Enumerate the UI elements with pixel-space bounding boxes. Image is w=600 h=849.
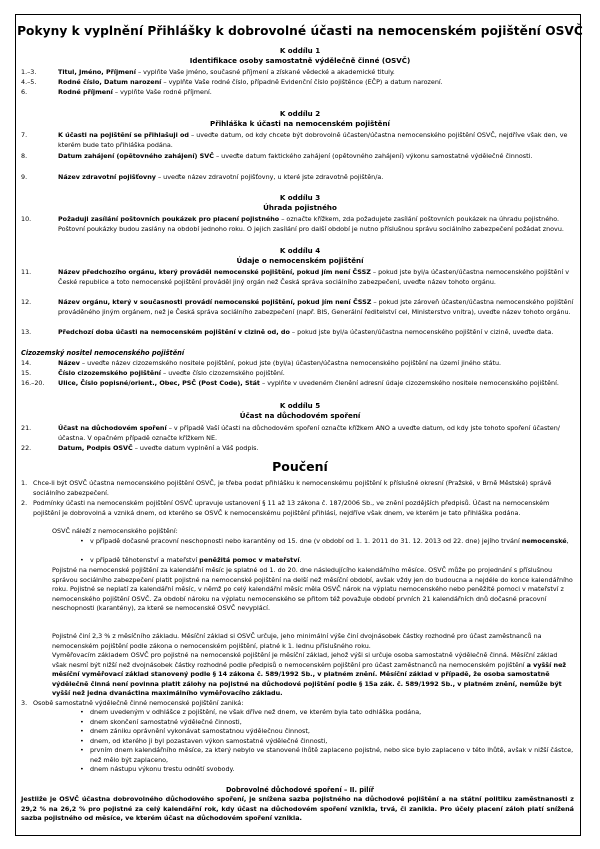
pension-savings-heading: Dobrovolné důchodové spoření – II. pilíř: [225, 786, 375, 794]
benefit-text: v případě těhotenství a mateřství: [90, 556, 200, 564]
row-label: Účast na důchodovém spoření: [58, 424, 167, 432]
benefit-name: nemocenské: [521, 537, 567, 545]
row-number: 22.: [21, 444, 32, 452]
row-label: Rodné příjmení: [58, 88, 113, 96]
row-number: 4.–5.: [21, 78, 37, 86]
row-text: – uveďte datum faktického zahájení (opětovného zahájení) výkonu samostatné výdělečné činnosti.: [213, 152, 533, 160]
row-label: Název předchozího orgánu, který prováděl nemocenské pojištění, pokud jím není ČSSZ: [58, 268, 371, 276]
row-number: 15.: [21, 369, 32, 377]
row-text: – v případě Vaší účasti na důchodovém spoření označte křížkem ANO a uveďte datum, od kdy jste tohoto spoření účasten/účastna. V opačném případě označte křížkem NE.: [58, 424, 560, 442]
section-1-subheading: Identifikace osoby samostatně výdělečně činné (OSVČ): [189, 56, 411, 65]
section-3-heading: K oddílu 3: [279, 193, 321, 202]
row-label: Předchozí doba účasti na nemocenském pojištění v cizině od, do: [58, 328, 290, 336]
row-text: – pokud jste zároveň účasten/účastna nemocenského pojištění prováděného jiným orgánem, než je Česká správa sociálního zabezpečení (např. BIS, Generální ředitelství cel, Ministerstvo vnitra), uveďte název tohoto orgánu.: [58, 298, 574, 316]
row-text: – uveďte název cizozemského nositele pojištění, pokud jste (byl/a) účasten/účastna nemocenského pojištění na území jiného státu.: [79, 359, 502, 367]
row-text: – pokud jste byl/a účasten/účastna nemocenského pojištění v České republice a toto nemocenské pojištění prováděl jiný orgán než Česká správa sociálního zabezpečení, uveďte název tohoto orgánu.: [58, 268, 570, 286]
page-title: Pokyny k vyplnění Přihlášky k dobrovolné účasti na nemocenském pojištění OSVČ: [17, 24, 583, 38]
termination-item: • dnem zániku oprávnění vykonávat samostatnou výdělečnou činnost,: [90, 727, 574, 737]
notice-text: Chce-li být OSVČ účastna nemocenského pojištění OSVČ, je třeba podat přihlášku k nemocenskému pojištění k příslušné okresní (Pražské, v Brně Městské) správě sociálního zabezpečení.: [33, 479, 552, 497]
row-number: 11.: [21, 268, 32, 276]
section-5-subheading: Účast na důchodovém spoření: [239, 411, 361, 420]
row-number: 8.: [21, 152, 28, 160]
row-number: 13.: [21, 328, 32, 336]
row-text: – pokud jste byl/a účasten/účastna nemocenského pojištění v cizině, uveďte data.: [289, 328, 554, 336]
notice-text: Podmínky účasti na nemocenském pojištění OSVČ upravuje ustanovení § 11 až 13 zákona č. 187/2006 Sb., ve znění pozdějších předpisů. Účast na nemocenském pojištění je dobrovolná a vzniká dnem, od kterého se OSVČ k nemocenskému pojištění přihlásí, nejdříve však dnem, ve kterém je tato přihláška podána.: [33, 499, 550, 517]
row-label: K účasti na pojištění se přihlašuji od: [58, 131, 189, 139]
notice-text: Pojistné na nemocenské pojištění za kalendářní měsíc je splatné od 1. do 20. dne následujícího kalendářního měsíce. OSVČ může po projednání s příslušnou správou sociálního zabezpečení platit pojistné na nemocenské pojištění na delší než měsíční období, avšak vždy jen do budoucna a nejdéle do konce kalendářního roku. Pojistné se neplatí za kalendářní měsíc, v němž po celý kalendářní měsíc měla OSVČ nárok na výplatu nemocenského nebo peněžité pomoci v mateřství z nemocenského pojištění OSVČ. Za období nároku na výplatu nemocenského se přitom též považuje období prvních 21 kalendářních dnů dočasné pracovní neschopnosti (karantény), za které se nemocenské OSVČ nevyplácí.: [52, 566, 573, 612]
row-label: Název orgánu, který v současnosti provádí nemocenské pojištění, pokud jím není ČSSZ: [58, 298, 372, 306]
row-number: 6.: [21, 88, 28, 96]
notice-text: Osobě samostatně výdělečně činné nemocenské pojištění zaniká:: [33, 699, 244, 707]
row-label: Datum zahájení (opětovného zahájení) SVČ: [58, 152, 214, 160]
row-number: 10.: [21, 215, 32, 223]
section-5-heading: K oddílu 5: [279, 401, 321, 410]
section-2-subheading: Přihláška k účasti na nemocenském pojištění: [210, 119, 390, 128]
benefit-name: peněžitá pomoc v mateřství: [199, 556, 300, 564]
row-number: 14.: [21, 359, 32, 367]
section-3-subheading: Úhrada pojistného: [263, 203, 337, 212]
row-text: – označte křížkem, zda požadujete zasílání poštovních poukázek na úhradu pojistného. Poštovní poukázky budou zaslány na období jednoho roku. O jejich zasílání pro další období je nutno příslušnou správu sociálního zabezpečení požádat znovu.: [58, 215, 564, 233]
benefit-item: • v případě dočasné pracovní neschopnosti nebo karantény od 15. dne (v období od 1. 1. 2011 do 31. 12. 2013 od 22. dne) jejího trvání nemocenské,: [90, 537, 574, 547]
notice-text: Pojistné činí 2,3 % z měsíčního základu. Měsíční základ si OSVČ určuje, jeho minimální výše činí dvojnásobek částky rozhodné pro účast zaměstnanců na nemocenském pojištění podle zákona o nemocenském pojištění, platné k 1. lednu příslušného roku.: [52, 632, 542, 650]
row-label: Název: [58, 359, 80, 367]
section-4-heading: K oddílu 4: [279, 246, 321, 255]
row-number: 1.–3.: [21, 68, 37, 76]
row-label: Ulice, Číslo popisné/orient., Obec, PSČ (Post Code), Stát: [58, 379, 260, 387]
row-label: Číslo cizozemského pojištění: [58, 369, 161, 377]
row-text: – vyplňte Vaše rodné číslo, případně Evidenční číslo pojištěnce (EČP) a datum narození.: [161, 78, 443, 86]
notice-number: 1.: [21, 479, 28, 487]
row-number: 21.: [21, 424, 32, 432]
row-text: – uveďte datum, od kdy chcete být dobrovolně účasten/účastna nemocenského pojištění OSVČ, nejdříve však den, ve kterém bude tato přihláška podána.: [58, 131, 568, 149]
row-text: – uveďte název zdravotní pojišťovny, u které jste zdravotně pojištěn/a.: [155, 173, 384, 181]
row-number: 16.–20.: [21, 379, 45, 387]
row-label: Název zdravotní pojišťovny: [58, 173, 156, 181]
termination-item: • dnem skončení samostatné výdělečné činnosti,: [90, 718, 574, 728]
row-text: – vyplňte Vaše jméno, současné příjmení a získané vědecké a akademické tituly.: [135, 68, 395, 76]
row-text: – uveďte datum vyplnění a Váš podpis.: [132, 444, 259, 452]
row-number: 7.: [21, 131, 28, 139]
foreign-insurer-subheading: Cizozemský nositel nemocenského pojištění: [21, 349, 185, 357]
notice-text-bold: a vyšší než měsíční vyměřovací základ stanovený podle § 14 zákona č. 589/1992 Sb., v platném znění. Měsíční základ v případě, že osoba samostatně výdělečně činná není povinna platit zálohy na pojistné na důchodové pojištění podle § 15a zák. č. 589/1992 Sb., v platném znění, nemůže být vyšší než jedna dvanáctina maximálního vyměřovacího základu.: [52, 660, 567, 697]
termination-item: • prvním dnem kalendářního měsíce, za který nebylo ve stanovené lhůtě zaplaceno pojistné, nebo sice bylo zaplaceno v této lhůtě, avšak v nižší částce, než mělo být zaplaceno,: [90, 746, 574, 765]
section-4-subheading: Údaje o nemocenském pojištění: [236, 256, 364, 265]
row-text: – vyplňte v uvedeném členění adresní údaje cizozemského nositele nemocenského pojištění.: [260, 379, 559, 387]
termination-item: • dnem uvedeným v odhlášce z pojištění, ne však dříve než dnem, ve kterém byla tato odhláška podána,: [90, 708, 574, 718]
termination-item: • dnem nástupu výkonu trestu odnětí svobody.: [90, 765, 574, 775]
section-1-heading: K oddílu 1: [279, 46, 321, 55]
row-number: 9.: [21, 173, 28, 181]
row-label: Titul, Jméno, Příjmení: [58, 68, 136, 76]
termination-item: • dnem, od kterého ji byl pozastaven výkon samostatné výdělečné činnosti,: [90, 737, 574, 747]
row-text: – vyplňte Vaše rodné příjmení.: [112, 88, 212, 96]
instructions-title: Poučení: [272, 459, 328, 474]
benefit-text: v případě dočasné pracovní neschopnosti nebo karantény od 15. dne (v období od 1. 1. 2011 do 31. 12. 2013 od 22. dne) jejího trvání: [90, 537, 522, 545]
row-label: Datum, Podpis OSVČ: [58, 444, 133, 452]
row-label: Rodné číslo, Datum narození: [58, 78, 162, 86]
notice-text: [52, 651, 574, 699]
row-label: Požaduji zasílání poštovních poukázek pro placení pojistného: [58, 215, 280, 223]
notice-number: 2.: [21, 499, 28, 507]
benefit-item: • v případě těhotenství a mateřství peněžitá pomoc v mateřství.: [90, 556, 574, 566]
pension-savings-text: Jestliže je OSVČ účastna dobrovolného důchodového spoření, je snížena sazba pojistného na důchodové pojištění a na státní politiku zaměstnanosti z 29,2 % na 26,2 % pro pojistné za celý kalendářní rok, kdy účast na důchodovém spoření vznikla, trvá, či zanikla. Pro účely placení záloh platí snížená sazba pojistného od měsíce, ve kterém účast na důchodovém spoření vznikla.: [21, 795, 574, 822]
row-text: – uveďte číslo cizozemského pojištění.: [160, 369, 285, 377]
row-number: 12.: [21, 298, 32, 306]
notice-text: OSVČ náleží z nemocenského pojištění:: [52, 527, 178, 535]
notice-number: 3.: [21, 699, 28, 707]
notice-text-part: Vyměřovacím základem OSVČ pro pojistné na nemocenské pojištění je měsíční základ, jehož výši si určuje osoba samostatně výdělečně činná. Měsíční základ však nesmí být nižší než dvojnásobek částky rozhodné podle předpisů o nemocenském pojištění pro účast zaměstnanců na nemocenském pojištění: [52, 651, 558, 669]
section-2-heading: K oddílu 2: [279, 109, 321, 118]
